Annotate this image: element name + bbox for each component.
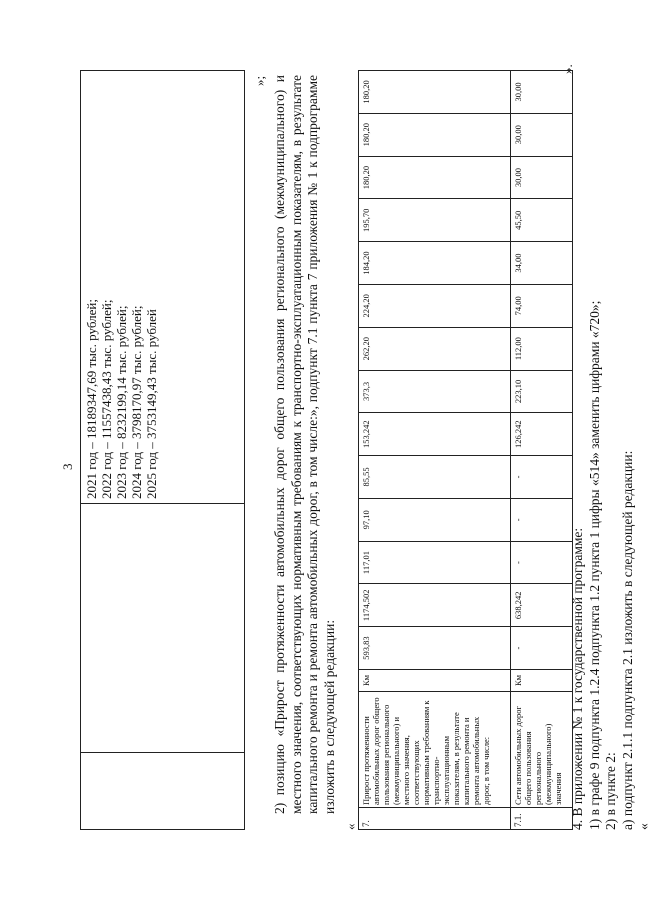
- funding-line: 2023 год – 8232199,14 тыс. рублей;: [114, 305, 129, 499]
- funding-empty-cell-1: [81, 753, 245, 830]
- amendment-line: «: [636, 823, 651, 830]
- row-unit: Км: [511, 670, 573, 692]
- row-value: 180,20: [359, 113, 511, 156]
- item-2-paragraph: [272, 75, 338, 850]
- amendment-line: 1) в графе 9 подпункта 1.2.4 подпункта 1.2 пункта 1 цифры «514» заменить цифрами «720»;: [586, 300, 602, 830]
- funding-line: 2021 год – 18189347,69 тыс. рублей;: [84, 299, 99, 499]
- row-value: 180,20: [359, 156, 511, 199]
- amendment-line: 2) в пункте 2:: [603, 752, 618, 830]
- row-value: 593,83: [359, 627, 511, 670]
- funding-table-continuation: [80, 70, 245, 830]
- row-value: 30,00: [511, 113, 573, 156]
- indicator-table: [358, 70, 573, 830]
- row-value: 45,50: [511, 199, 573, 242]
- row-value: 262,20: [359, 327, 511, 370]
- row-value: 30,00: [511, 156, 573, 199]
- row-value: 1174,502: [359, 584, 511, 627]
- row-value: 224,20: [359, 284, 511, 327]
- row-value: 223,10: [511, 370, 573, 413]
- item-2-text: 2) позицию «Прирост протяженности автомобильных дорог общего пользования регионального (межмуниципального) и местного значения, соответствующих нормативным требованиям к транспортно-эксплуатационным показателям, в результате капитального ремонта и ремонта автомобильных дорог, в том числе:», подпункт 7.1 пункта 7 приложения № 1 к подпрограмме изложить в следующей редакции:: [272, 75, 337, 814]
- row-value: 85,55: [359, 456, 511, 499]
- row-number: 7.: [359, 808, 511, 830]
- row-value: 153,242: [359, 413, 511, 456]
- table-open-quote: «: [343, 823, 358, 830]
- table-close-quote: ».: [560, 64, 575, 74]
- funding-line: 2022 год – 11557438,43 тыс. рублей;: [99, 299, 114, 499]
- row-value: 184,20: [359, 242, 511, 285]
- row-name: Сети автомобильных дорог общего пользования регионального (межмуниципального) значения: [511, 692, 573, 808]
- funding-close-quote: »;: [252, 75, 267, 86]
- row-value: 97,10: [359, 498, 511, 541]
- funding-line: 2024 год – 3798170,97 тыс. рублей;: [129, 305, 144, 499]
- row-value: -: [511, 541, 573, 584]
- page-number: 3: [60, 463, 75, 470]
- row-value: 112,00: [511, 327, 573, 370]
- row-value: 373,3: [359, 370, 511, 413]
- funding-line: 2025 год – 3753149,43 тыс. рублей: [144, 309, 159, 499]
- row-value: 30,00: [511, 71, 573, 114]
- table-row: [511, 71, 573, 830]
- row-value: 126,242: [511, 413, 573, 456]
- row-value: -: [511, 456, 573, 499]
- row-value: 180,20: [359, 71, 511, 114]
- funding-amounts-cell: [81, 71, 245, 504]
- amendment-line: а) подпункт 2.1.1 подпункта 2.1 изложить в следующей редакции:: [619, 450, 635, 830]
- row-value: 34,00: [511, 242, 573, 285]
- row-unit: Км: [359, 670, 511, 692]
- amendment-list: [570, 301, 653, 830]
- row-value: 638,242: [511, 584, 573, 627]
- row-value: 117,01: [359, 541, 511, 584]
- row-number: 7.1.: [511, 808, 573, 830]
- row-value: 195,70: [359, 199, 511, 242]
- funding-empty-cell-2: [81, 504, 245, 753]
- rotated-page: [40, 60, 651, 860]
- row-value: -: [511, 498, 573, 541]
- table-row: [359, 71, 511, 830]
- row-value: 74,00: [511, 284, 573, 327]
- amendment-line: 4. В приложении № 1 к государственной программе:: [570, 527, 585, 830]
- row-value: -: [511, 627, 573, 670]
- row-name: Прирост протяженности автомобильных дорог общего пользования регионального (межмуниципального) и местного значения, соответствующих нормативным требованиям к транспортно-эксплуатационным показателям, в результате капитального ремонта и ремонта автомобильных дорог, в том числе:: [359, 692, 511, 808]
